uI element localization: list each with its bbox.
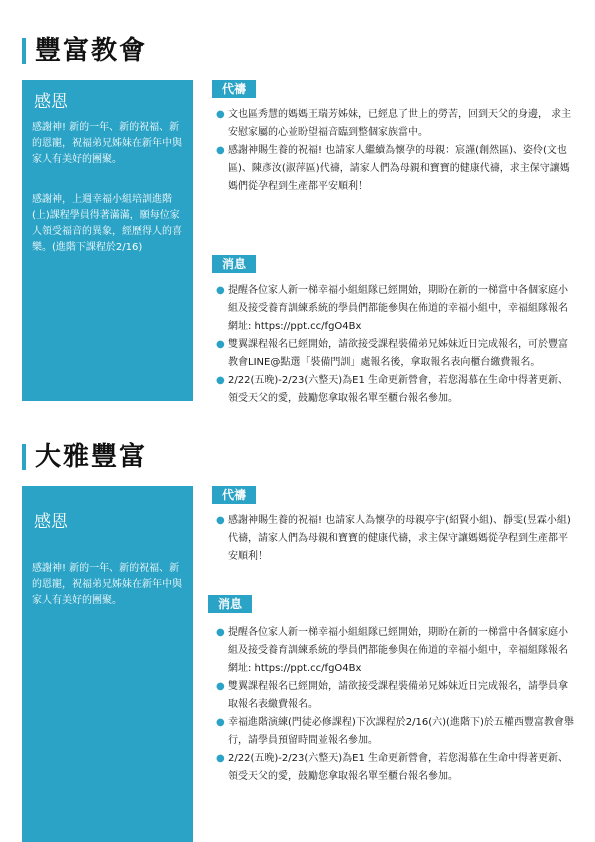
prayer-item-text: 感謝神賜生養的祝福! 也請家人為懷孕的母親亭宇(紹賢小組)、靜雯(昱霖小組)代禱，請家人們為母親和寶寶的健康代禱，求主保守讓媽媽從孕程到生產都平安順利！ [228,515,571,562]
news-item-text: 雙翼課程報名已經開始，請欲接受課程裝備弟兄姊妹近日完成報名，請學員拿取報名表繳費報名。 [228,681,568,710]
bullet-icon: ● [216,375,225,386]
church1-prayer-tag: 代禱 [212,80,256,98]
bullet-icon: ● [216,627,225,638]
bullet-icon: ● [216,717,225,728]
news-item-text: 2/22(五晚)-2/23(六整天)為E1 生命更新營會，若您渴慕在生命中得著更新、領受天父的愛，鼓勵您拿取報名單至櫃台報名參加。 [228,753,568,782]
news-item-text: 幸福進階演練(門徒必修課程)下次課程於2/16(六)(進階下)於五權西豐富教會舉行，請學員預留時間並報名參加。 [228,717,574,746]
title-accent-bar [22,38,26,64]
church1-thanks-para-2: 感謝神，上週幸福小組培訓進階(上)課程學員得著滿滿，願每位家人領受福音的異象，經歷得人的喜樂。(進階下課程於2/16) [32,194,182,253]
news-item-text: 提醒各位家人新一梯幸福小組組隊已經開始，期盼在新的一梯當中各個家庭小組及接受養育訓練系統的學員們都能參與在佈道的幸福小組中，幸福組隊報名網址: https://ppt.cc/fgO4Bx [228,627,568,674]
church2-thanks-para-1: 感謝神! 新的一年、新的祝福、新的恩寵，祝福弟兄姊妹在新年中與家人有美好的團聚。 [32,563,182,606]
church2-prayer-list [216,512,576,566]
list-item [216,678,576,714]
bullet-icon: ● [216,145,225,156]
church2-header [22,442,147,472]
church2-prayer-tag: 代禱 [212,486,256,504]
bullet-icon: ● [216,285,225,296]
church1-thanks-panel [22,80,193,401]
list-item [216,372,576,408]
news-item-text: 2/22(五晚)-2/23(六整天)為E1 生命更新營會，若您渴慕在生命中得著更新、領受天父的愛，鼓勵您拿取報名單至櫃台報名參加。 [228,375,568,404]
bullet-icon: ● [216,681,225,692]
title-accent-bar [22,444,26,470]
list-item [216,714,576,750]
bullet-icon: ● [216,753,225,764]
church1-title: 豐富教會 [35,36,148,66]
list-item [216,512,576,566]
bullet-icon: ● [216,109,225,120]
list-item [216,750,576,786]
church2-thanks-panel [22,486,193,842]
church2-news-list [216,624,576,786]
list-item [216,336,576,372]
church1-news-tag: 消息 [212,255,256,273]
church2-news-tag: 消息 [208,595,252,613]
news-item-text: 提醒各位家人新一梯幸福小組組隊已經開始，期盼在新的一梯當中各個家庭小組及接受養育訓練系統的學員們都能參與在佈道的幸福小組中，幸福組隊報名網址: https://ppt.cc/fgO4Bx [228,285,568,332]
list-item [216,624,576,678]
list-item [216,142,576,196]
church1-header [22,36,147,66]
list-item [216,106,576,142]
prayer-item-text: 感謝神賜生養的祝福! 也請家人繼續為懷孕的母親：宸謹(創然區)、姿伶(文也區)、陳彥汝(淑萍區)代禱，請家人們為母親和寶寶的健康代禱，求主保守讓媽媽們從孕程到生產都平安順利！ [228,145,570,192]
news-item-text: 雙翼課程報名已經開始，請欲接受課程裝備弟兄姊妹近日完成報名，可於豐富教會LINE@點選「裝備門訓」處報名後，拿取報名表向櫃台繳費報名。 [228,339,568,368]
bullet-icon: ● [216,339,225,350]
church1-thanks-title: 感恩 [34,92,68,112]
church2-title: 大雅豐富 [35,442,148,472]
church1-news-list [216,282,576,408]
church2-thanks-title: 感恩 [34,512,68,532]
prayer-item-text: 文也區秀慧的媽媽王瑞芳姊妹，已經息了世上的勞苦，回到天父的身邊， 求主安慰家屬的心並盼望福音臨到整個家族當中。 [228,109,572,138]
bullet-icon: ● [216,515,225,526]
church1-prayer-list [216,106,576,196]
church1-thanks-para-1: 感謝神! 新的一年、新的祝福、新的恩寵，祝福弟兄姊妹在新年中與家人有美好的團聚。 [32,122,182,165]
list-item [216,282,576,336]
